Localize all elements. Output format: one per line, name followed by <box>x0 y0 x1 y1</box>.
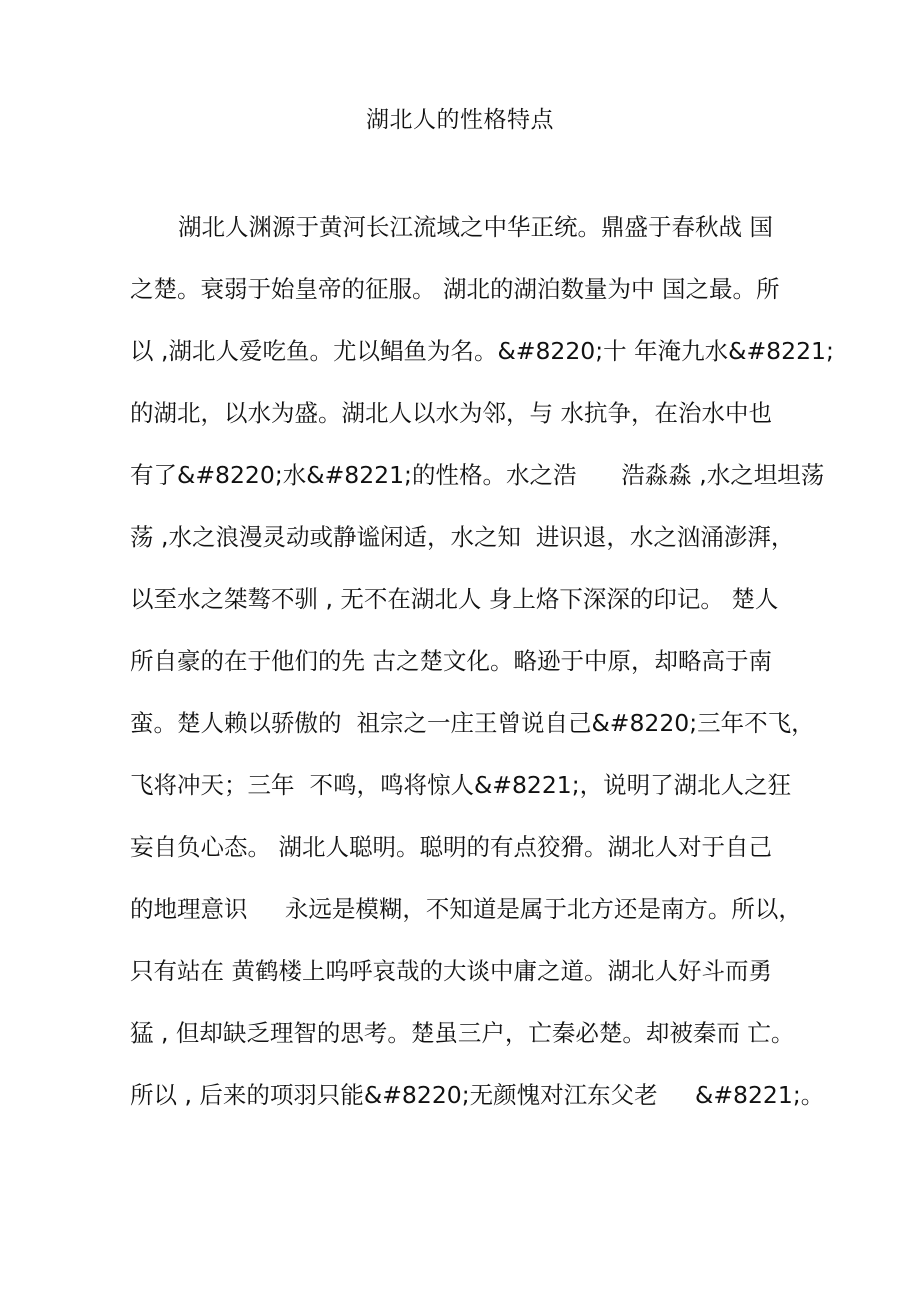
text-line: 猛 , 但却缺乏理智的思考。楚虽三户，亡秦必楚。却被秦而 亡。 <box>130 1019 795 1047</box>
text-line: 的地理意识 永远是模糊，不知道是属于北方还是南方。所以， <box>130 895 802 923</box>
text-line: 有了&#8220;水&#8221;的性格。水之浩 浩淼淼 ,水之坦坦荡 <box>130 461 825 489</box>
text-line: 所自豪的在于他们的先 古之楚文化。略逊于中原，却略高于南 <box>130 647 772 675</box>
text-line: 的湖北，以水为盛。湖北人以水为邻，与 水抗争，在治水中也 <box>130 399 772 427</box>
text-line: 妄自负心态。 湖北人聪明。聪明的有点狡猾。湖北人对于自己 <box>130 833 772 861</box>
document-body <box>130 205 834 1135</box>
text-line: 荡 ,水之浪漫灵动或静谧闲适，水之知 进识退，水之汹涌澎湃， <box>130 523 795 551</box>
text-line: 湖北人渊源于黄河长江流域之中华正统。鼎盛于春秋战 国 <box>178 213 773 241</box>
text-line: 飞将冲天；三年 不鸣，鸣将惊人&#8221;，说明了湖北人之狂 <box>130 771 792 799</box>
text-line: 之楚。衰弱于始皇帝的征服。 湖北的湖泊数量为中 国之最。所 <box>130 275 780 303</box>
text-line: 以 ,湖北人爱吃鱼。尤以鲳鱼为名。&#8220;十 年淹九水&#8221; <box>130 337 834 365</box>
text-line: 只有站在 黄鹤楼上呜呼哀哉的大谈中庸之道。湖北人好斗而勇 <box>130 957 772 985</box>
text-line: 所以 , 后来的项羽只能&#8220;无颜愧对江东父老 &#8221;。 <box>130 1081 825 1109</box>
document-title: 湖北人的性格特点 <box>366 107 554 133</box>
text-line: 以至水之桀骜不驯 , 无不在湖北人 身上烙下深深的印记。 楚人 <box>130 585 779 613</box>
text-line: 蛮。楚人赖以骄傲的 祖宗之一庄王曾说自己&#8220;三年不飞， <box>130 709 815 737</box>
